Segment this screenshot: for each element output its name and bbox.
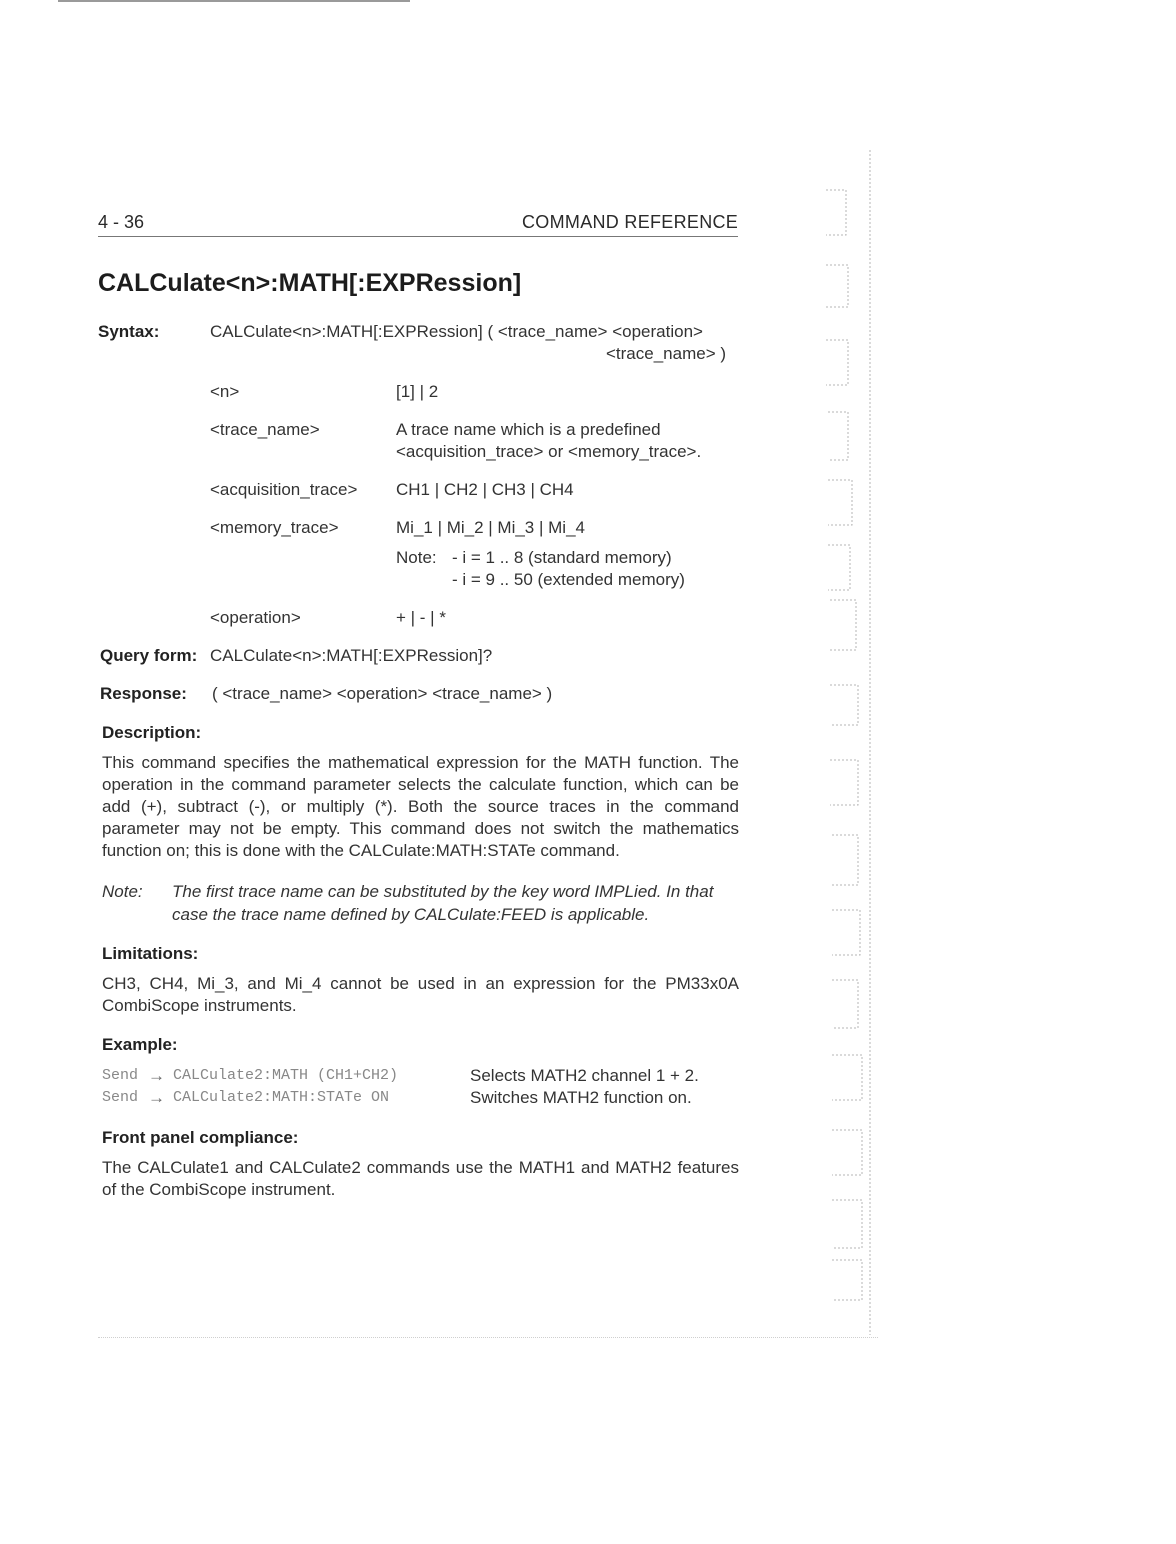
example-desc-1: Selects MATH2 channel 1 + 2.: [470, 1066, 699, 1085]
param-desc-trace-name-1: A trace name which is a predefined: [396, 420, 661, 439]
memory-note-label: Note:: [396, 548, 437, 567]
param-desc-trace-name-2: <acquisition_trace> or <memory_trace>.: [396, 442, 702, 461]
compliance-text: The CALCulate1 and CALCulate2 commands use the MATH1 and MATH2 features of the CombiScope instrument.: [102, 1158, 739, 1199]
syntax-line-1: CALCulate<n>:MATH[:EXPRession] ( <trace_name> <operation>: [210, 322, 703, 341]
syntax-label: Syntax:: [98, 322, 160, 341]
param-name-trace-name: <trace_name>: [210, 420, 320, 439]
section-title: COMMAND REFERENCE: [522, 212, 739, 232]
header-divider: [98, 236, 738, 237]
page-number: 4 - 36: [98, 212, 145, 232]
param-name-operation: <operation>: [210, 608, 301, 627]
scan-top-rule: [58, 0, 410, 2]
memory-note-line-1: - i = 1 .. 8 (standard memory): [452, 548, 672, 567]
example-send-1: Send: [102, 1067, 139, 1084]
param-name-memory-trace: <memory_trace>: [210, 518, 339, 537]
note-line-1: The first trace name can be substituted by the key word IMPLied. In that: [172, 882, 714, 901]
param-desc-acquisition-trace: CH1 | CH2 | CH3 | CH4: [396, 480, 574, 499]
binding-holes: [826, 150, 878, 1350]
param-desc-memory-trace: Mi_1 | Mi_2 | Mi_3 | Mi_4: [396, 518, 585, 537]
example-heading: Example:: [102, 1035, 178, 1054]
param-desc-n: [1] | 2: [396, 382, 439, 401]
compliance-heading: Front panel compliance:: [102, 1128, 299, 1147]
query-form-value: CALCulate<n>:MATH[:EXPRession]?: [210, 646, 493, 665]
limitations-text: CH3, CH4, Mi_3, and Mi_4 cannot be used in an expression for the PM33x0A CombiScope instruments.: [102, 974, 739, 1015]
syntax-line-2: <trace_name> ): [606, 344, 727, 363]
note-line-2: case the trace name defined by CALCulate:FEED is applicable.: [172, 905, 650, 924]
limitations-heading: Limitations:: [102, 944, 199, 963]
arrow-right-icon: →: [148, 1088, 165, 1107]
example-command-1: CALCulate2:MATH (CH1+CH2): [173, 1067, 399, 1084]
example-command-2: CALCulate2:MATH:STATe ON: [173, 1089, 390, 1106]
command-title: CALCulate<n>:MATH[:EXPRession]: [98, 269, 522, 297]
memory-note-line-2: - i = 9 .. 50 (extended memory): [452, 570, 685, 589]
response-value: ( <trace_name> <operation> <trace_name> ): [212, 684, 553, 703]
param-desc-operation: + | - | *: [396, 608, 446, 627]
description-text: This command specifies the mathematical expression for the MATH function. The operation in the command parameter selects the calculate function, which can be add (+), subtract (-), or multiply (*). Both the source traces in the command parameter may not be empty. This command does not switch the mathematics function on; this is done with the CALCulate:MATH:STATe command.: [102, 753, 739, 860]
example-desc-2: Switches MATH2 function on.: [470, 1088, 692, 1107]
arrow-right-icon: →: [148, 1066, 165, 1085]
description-heading: Description:: [102, 723, 202, 742]
query-form-label: Query form:: [100, 646, 198, 665]
response-label: Response:: [100, 684, 187, 703]
scan-bottom-rule: [98, 1337, 878, 1338]
param-name-n: <n>: [210, 382, 240, 401]
note-label: Note:: [102, 882, 143, 901]
param-name-acquisition-trace: <acquisition_trace>: [210, 480, 358, 499]
example-send-2: Send: [102, 1089, 139, 1106]
